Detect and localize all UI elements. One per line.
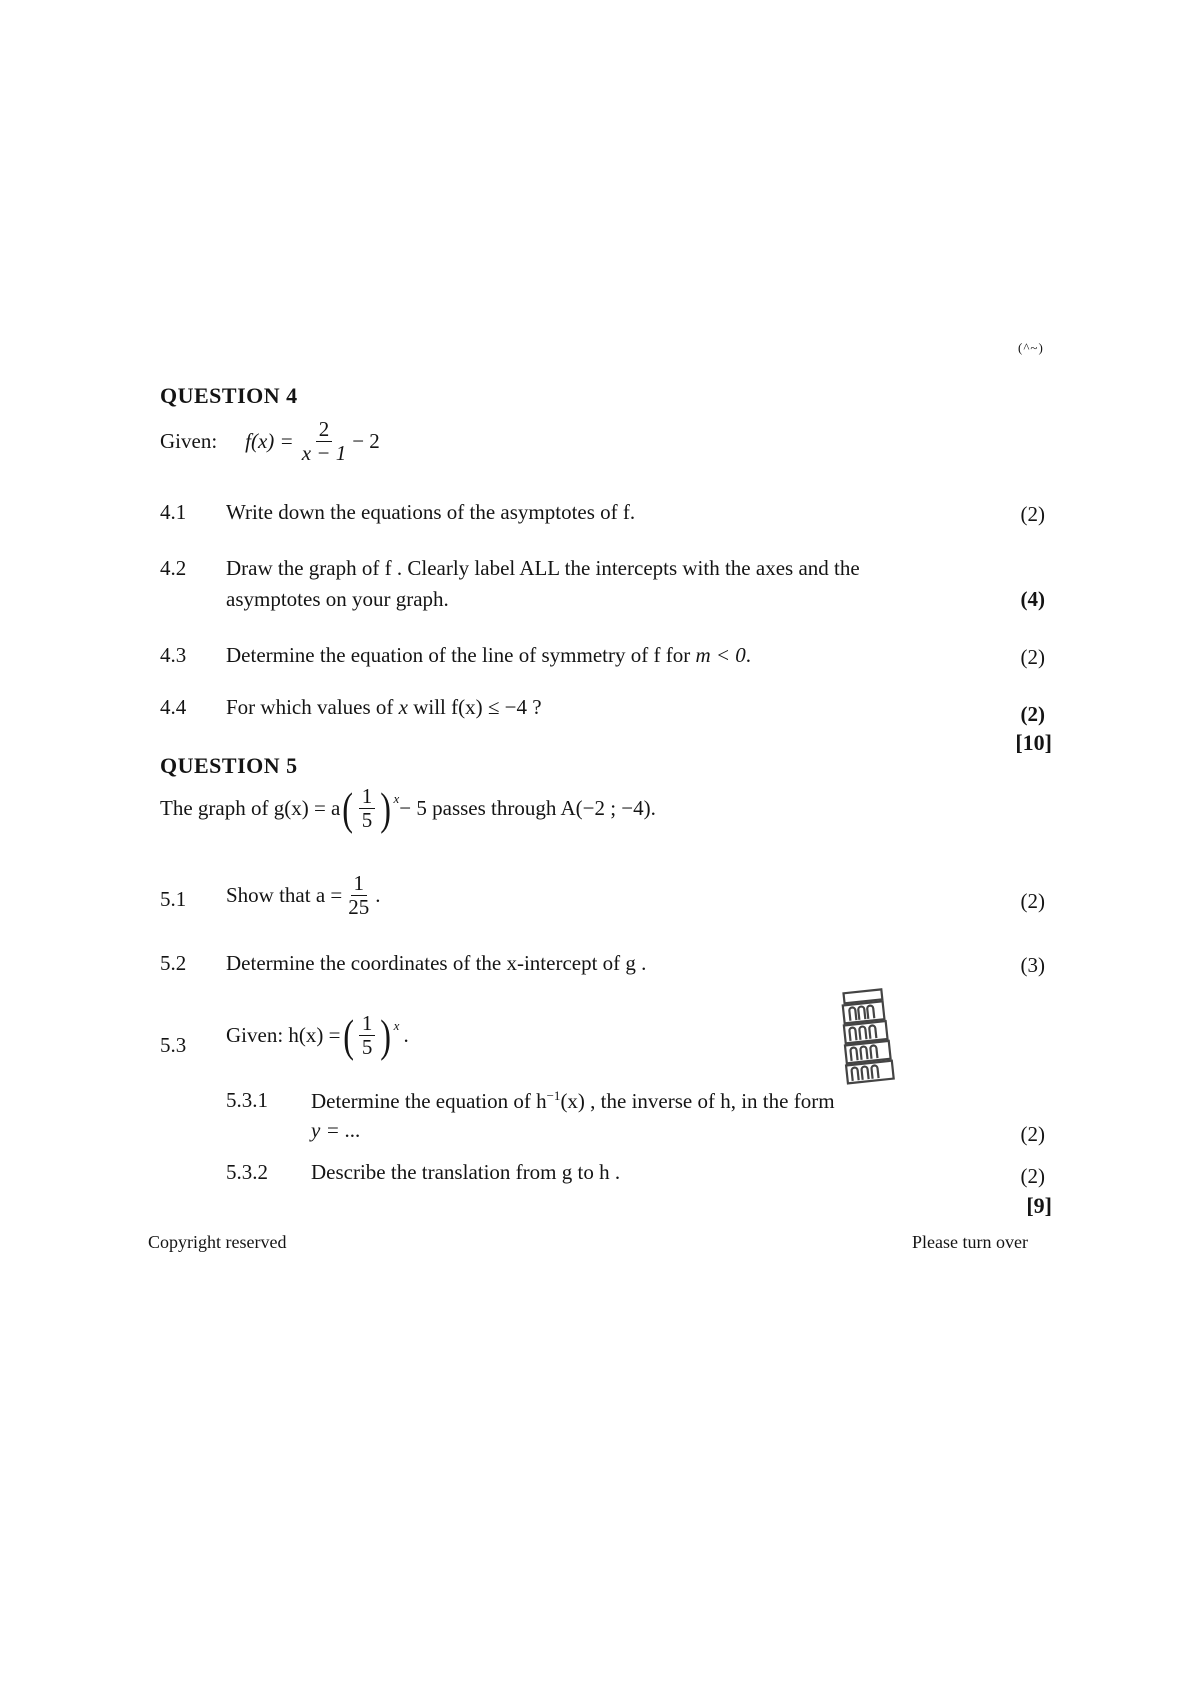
question-5-heading: QUESTION 5 [160, 753, 298, 778]
marks-5-2: (3) [1020, 953, 1045, 977]
item-text-5-1-end: . [375, 883, 381, 908]
item-text-4-3-end: . [745, 643, 752, 667]
marks-4-3: (2) [1020, 645, 1045, 669]
item-5-3-denominator: 5 [361, 1035, 373, 1060]
item-text-5-2: Determine the coordinates of the x-intercept of g . [226, 951, 647, 975]
item-number-4-4: 4.4 [160, 695, 187, 719]
marks-5-1: (2) [1020, 889, 1045, 913]
left-paren: ( [342, 1009, 354, 1061]
item-text-4-2-line2: asymptotes on your graph. [226, 587, 449, 611]
inverse-exponent: −1 [546, 1088, 561, 1103]
marks-5-3-2: (2) [1020, 1164, 1045, 1188]
item-text-5-3-2: Describe the translation from g to h . [311, 1160, 621, 1184]
item-text-4-2-line1: Draw the graph of f . Clearly label ALL the intercepts with the axes and the [226, 556, 860, 580]
item-5-3-fraction [359, 1012, 376, 1059]
left-paren: ( [342, 782, 354, 834]
item-text-4-4-inequality: will f(x) ≤ −4 ? [407, 695, 542, 719]
item-text-4-3-main: Determine the equation of the line of symmetry of f for [226, 643, 696, 667]
item-text-4-3-condition: m < 0 [695, 643, 746, 667]
q5-intro-end: − 5 passes through A(−2 ; −4). [399, 796, 656, 821]
leaning-tower-icon [836, 985, 900, 1085]
q5-intro-start: The graph of g(x) = a [160, 796, 341, 821]
item-text-5-3-end: . [403, 1023, 409, 1048]
item-text-4-4-main: For which values of [226, 695, 399, 719]
function-lhs: f(x) = [245, 429, 294, 454]
right-paren: ) [380, 782, 392, 834]
item-text-4-1: Write down the equations of the asymptotes of f. [226, 500, 636, 524]
item-5-3-numerator: 1 [359, 1012, 376, 1036]
fraction-numerator: 2 [316, 418, 333, 442]
marks-4-2: (4) [1020, 587, 1045, 611]
copyright-footer: Copyright reserved [148, 1232, 287, 1252]
item-5-1-numerator: 1 [351, 872, 368, 896]
q5-base-numerator: 1 [359, 785, 376, 809]
question-4-total: [10] [1015, 730, 1052, 755]
q5-base-fraction [359, 785, 376, 832]
item-text-5-3-1-main: Determine the equation of h [311, 1089, 547, 1113]
q5-exponent: x [393, 791, 400, 806]
item-number-5-3-2: 5.3.2 [226, 1160, 268, 1184]
item-number-4-2: 4.2 [160, 556, 187, 580]
item-text-4-3 [226, 643, 751, 668]
corner-mark: (^~) [1018, 340, 1044, 355]
function-tail: − 2 [352, 429, 380, 454]
item-text-5-1-main: Show that a = [226, 883, 343, 908]
marks-4-4: (2) [1020, 702, 1045, 726]
item-number-5-2: 5.2 [160, 951, 187, 975]
item-text-5-3-1-line1 [311, 1088, 835, 1114]
item-number-5-3-1: 5.3.1 [226, 1088, 268, 1112]
marks-5-3-1: (2) [1020, 1122, 1045, 1146]
item-5-3-exponent: x [393, 1018, 400, 1033]
right-paren: ) [380, 1009, 392, 1061]
item-5-1-denominator: 25 [348, 895, 370, 920]
item-5-1-fraction [345, 872, 372, 919]
q5-intro [160, 782, 656, 834]
marks-4-1: (2) [1020, 502, 1045, 526]
function-fraction [299, 418, 350, 465]
item-text-4-4-variable: x [398, 695, 408, 719]
item-number-4-1: 4.1 [160, 500, 187, 524]
given-label: Given: [160, 429, 218, 454]
question-4-heading: QUESTION 4 [160, 383, 298, 408]
item-text-4-4 [226, 695, 542, 720]
item-text-5-3-main: Given: h(x) = [226, 1023, 341, 1048]
item-number-5-1: 5.1 [160, 887, 187, 911]
item-text-5-1 [226, 872, 381, 919]
q4-given [160, 418, 380, 465]
q5-base-denominator: 5 [361, 808, 373, 833]
item-number-5-3: 5.3 [160, 1033, 187, 1057]
item-number-4-3: 4.3 [160, 643, 187, 667]
item-text-5-3-1-rest: (x) , the inverse of h, in the form [560, 1089, 835, 1113]
item-text-5-3-1-line2: y = ... [311, 1118, 361, 1142]
question-5-total: [9] [1026, 1193, 1052, 1218]
turn-over-footer: Please turn over [912, 1232, 1028, 1252]
fraction-denominator: x − 1 [301, 441, 347, 466]
item-text-5-3 [226, 1009, 409, 1061]
